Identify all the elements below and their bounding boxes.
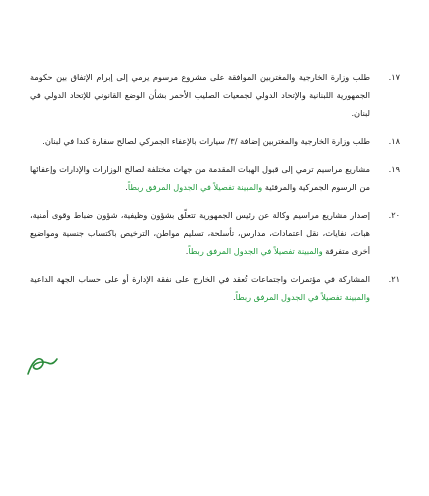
list-item	[30, 206, 400, 260]
item-text-highlight: والمبينة تفصيلاً في الجدول المرفق ربطاً	[235, 292, 370, 302]
item-text	[30, 68, 370, 122]
item-text-end: .	[233, 292, 236, 302]
list-item	[30, 68, 400, 122]
list-item	[30, 270, 400, 306]
list-item	[30, 132, 400, 150]
item-text-main: مشاريع مراسيم ترمي إلى قبول الهبات المقدمة من جهات مختلفة لصالح الوزارات والإدارات وإعفائها من الرسوم الجمركية والمرفئية	[30, 164, 370, 192]
item-text	[30, 132, 370, 150]
item-number: ١٨.	[388, 136, 400, 146]
item-number: ١٩.	[388, 164, 400, 174]
item-text-main: المشاركة في مؤتمرات واجتماعات تُعقد في الخارج على نفقة الإدارة أو على حساب الجهة الداعية	[30, 274, 370, 284]
item-text	[30, 206, 370, 260]
item-text-end: .	[185, 246, 189, 256]
signature-stroke	[28, 359, 57, 374]
item-text-main: إصدار مشاريع مراسيم وكالة عن رئيس الجمهورية تتعلّق بشؤون وظيفية، شؤون ضباط وقوى أمنية، هبات، نفايات، نقل اعتمادات، مدارس، تأسلحة، تسليم مواطن، الترخيص باكتساب جنسية ومواضيع أخرى متفرقة	[30, 210, 370, 256]
item-text	[30, 270, 370, 306]
document-body	[30, 68, 400, 316]
item-text-highlight: والمبينة تفصيلاً في الجدول المرفق ربطاً	[188, 246, 323, 256]
signature-mark	[24, 350, 60, 380]
item-text-end: .	[125, 182, 128, 192]
item-text	[30, 160, 370, 196]
list-item	[30, 160, 400, 196]
item-text-main: طلب وزارة الخارجية والمغتربين إضافة /٣/ سيارات بالإعفاء الجمركي لصالح سفارة كندا في لبنان.	[42, 136, 370, 146]
item-text-main: طلب وزارة الخارجية والمغتربين الموافقة على مشروع مرسوم يرمي إلى إبرام الإتفاق بين حكومة الجمهورية اللبنانية والإتحاد الدولي لجمعيات الصليب الأحمر بشأن الوضع القانوني للإتحاد الدولي في لبنان.	[30, 72, 370, 118]
item-text-highlight: والمبينة تفصيلاً في الجدول المرفق ربطاً	[127, 182, 263, 192]
item-number: ١٧.	[388, 72, 400, 82]
item-number: ٢١.	[388, 274, 400, 284]
item-number: ٢٠.	[388, 210, 400, 220]
